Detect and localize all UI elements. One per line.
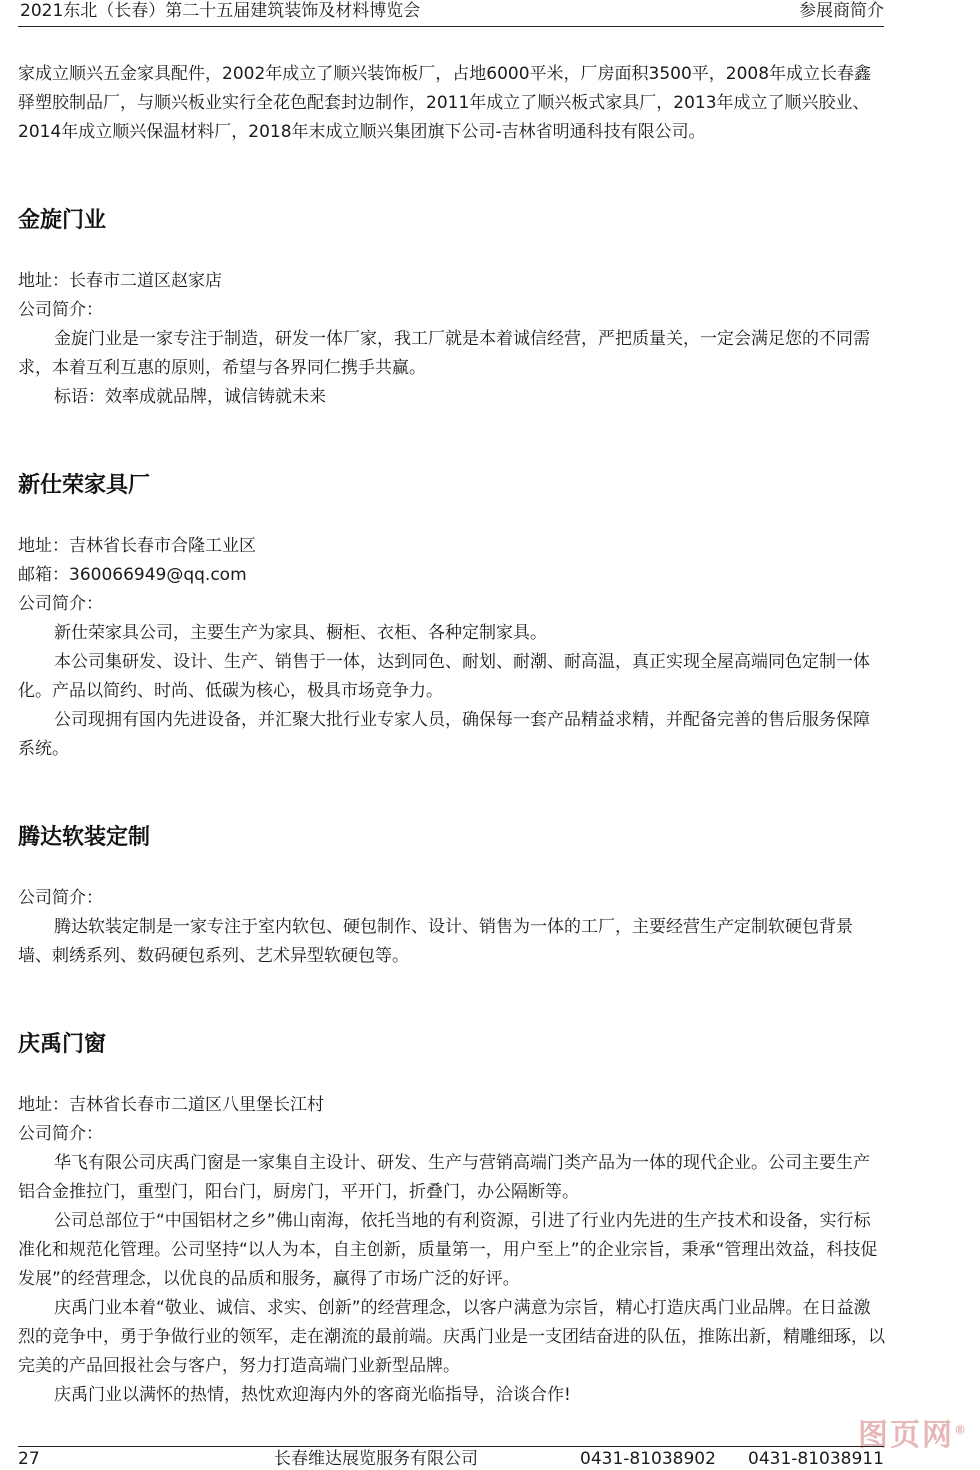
page-header bbox=[18, 0, 884, 27]
company-paragraph: 腾达软装定制是一家专注于室内软包、硬包制作、设计、销售为一体的工厂，主要经营生产定制软硬包背景墙、刺绣系列、数码硬包系列、艺术异型软硬包等。 bbox=[18, 917, 853, 966]
footer-phone-1: 0431-81038902 bbox=[580, 1449, 716, 1469]
company-name: 腾达软装定制 bbox=[18, 825, 151, 850]
page-content bbox=[18, 60, 886, 1410]
company-paragraph: 华飞有限公司庆禹门窗是一家集自主设计、研发、生产与营销高端门类产品为一体的现代企业。公司主要生产铝合金推拉门，重型门，阳台门，厨房门，平开门，折叠门，办公隔断等。 bbox=[18, 1153, 870, 1202]
company-paragraph: 金旋门业是一家专注于制造，研发一体厂家，我工厂就是本着诚信经营，严把质量关，一定会满足您的不同需求，本着互利互惠的原则，希望与各界同仁携手共赢。 bbox=[18, 329, 870, 378]
company-intro-label: 公司简介： bbox=[18, 300, 103, 320]
footer-company: 长春维达展览服务有限公司 bbox=[274, 1449, 478, 1469]
company-section-qingyu bbox=[18, 1029, 886, 1410]
company-address: 地址：吉林省长春市合隆工业区 bbox=[18, 536, 256, 556]
company-paragraph: 本公司集研发、设计、生产、销售于一体，达到同色、耐划、耐潮、耐高温，真正实现全屋高端同色定制一体化。产品以简约、时尚、低碳为核心，极具市场竞争力。 bbox=[18, 652, 870, 701]
company-paragraph: 庆禹门业以满怀的热情，热忱欢迎海内外的客商光临指导，洽谈合作! bbox=[54, 1385, 571, 1405]
company-name: 金旋门业 bbox=[18, 208, 107, 233]
company-address: 地址：吉林省长春市二道区八里堡长江村 bbox=[18, 1095, 324, 1115]
company-section-jinxuan bbox=[18, 205, 886, 412]
page-number: 27 bbox=[18, 1449, 40, 1469]
section-title: 参展商简介 bbox=[799, 1, 884, 21]
company-name: 庆禹门窗 bbox=[18, 1032, 107, 1057]
company-section-tengda bbox=[18, 822, 886, 971]
footer-phone-2: 0431-81038911 bbox=[748, 1449, 884, 1469]
page-footer bbox=[18, 1446, 884, 1470]
company-paragraph: 公司总部位于“中国铝材之乡”佛山南海，依托当地的有利资源，引进了行业内先进的生产技术和设备，实行标准化和规范化管理。公司坚持“以人为本，自主创新，质量第一，用户至上”的企业宗旨，秉承“管理出效益，科技促发展”的经营理念，以优良的品质和服务，赢得了市场广泛的好评。 bbox=[18, 1211, 878, 1289]
company-section-xinshirong bbox=[18, 470, 886, 764]
company-paragraph: 庆禹门业本着“敬业、诚信、求实、创新”的经营理念，以客户满意为宗旨，精心打造庆禹门业品牌。在日益激烈的竞争中，勇于争做行业的领军，走在潮流的最前端。庆禹门业是一支团结奋进的队伍，推陈出新，精雕细琢，以完美的产品回报社会与客户，努力打造高端门业新型品牌。 bbox=[18, 1298, 885, 1376]
company-intro-label: 公司简介： bbox=[18, 594, 103, 614]
company-intro-label: 公司简介： bbox=[18, 888, 103, 908]
company-address: 地址：长春市二道区赵家店 bbox=[18, 271, 222, 291]
company-intro-label: 公司简介： bbox=[18, 1124, 103, 1144]
intro-paragraph: 家成立顺兴五金家具配件，2002年成立了顺兴装饰板厂，占地6000平米，厂房面积3500平，2008年成立长春鑫驿塑胶制品厂，与顺兴板业实行全花色配套封边制作，2011年成立了顺兴板式家具厂，2013年成立了顺兴胶业、2014年成立顺兴保温材料厂，2018年末成立顺兴集团旗下公司-吉林省明通科技有限公司。 bbox=[18, 64, 872, 142]
company-name: 新仕荣家具厂 bbox=[18, 473, 151, 498]
company-paragraph: 新仕荣家具公司，主要生产为家具、橱柜、衣柜、各种定制家具。 bbox=[54, 623, 547, 643]
exhibition-title: 2021东北（长春）第二十五届建筑装饰及材料博览会 bbox=[20, 1, 421, 21]
company-email: 邮箱：360066949@qq.com bbox=[18, 565, 247, 585]
company-slogan: 标语：效率成就品牌，诚信铸就未来 bbox=[54, 387, 326, 407]
company-paragraph: 公司现拥有国内先进设备，并汇聚大批行业专家人员，确保每一套产品精益求精，并配备完善的售后服务保障系统。 bbox=[18, 710, 870, 759]
watermark-logo: 图页网® bbox=[858, 1418, 968, 1453]
